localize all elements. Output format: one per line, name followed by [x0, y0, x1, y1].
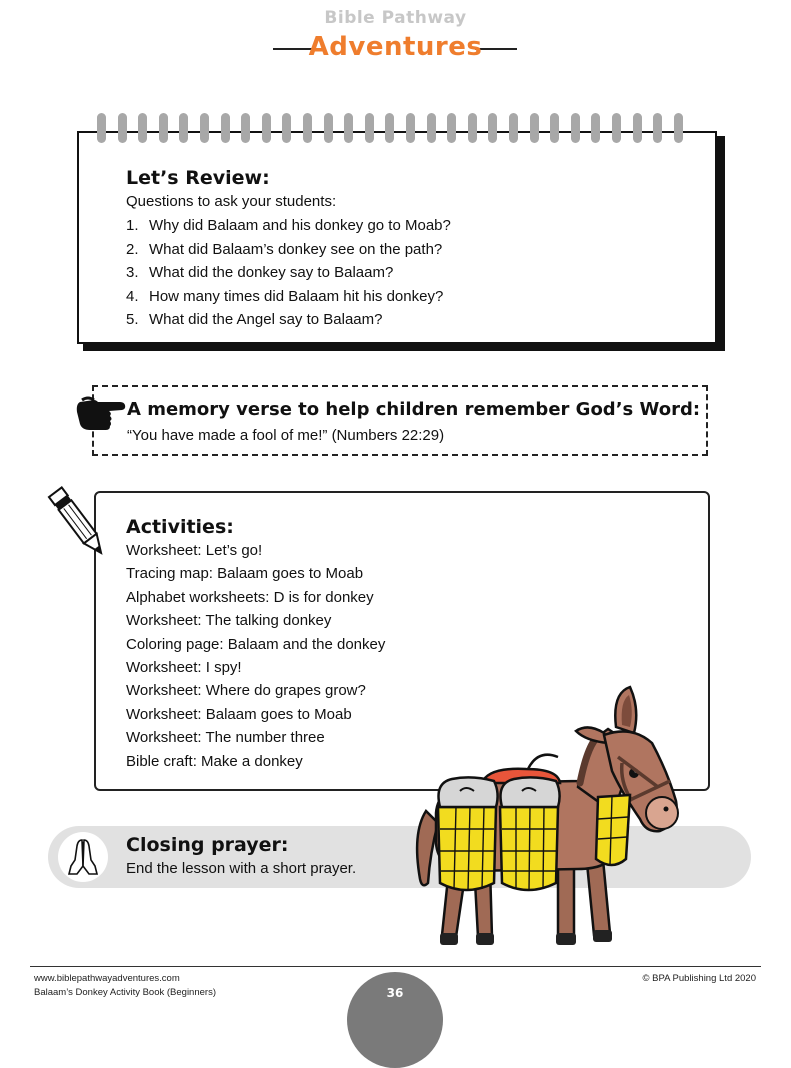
spiral-ring: [674, 113, 683, 143]
spiral-ring: [138, 113, 147, 143]
activity-item: Worksheet: I spy!: [126, 659, 242, 676]
spiral-ring: [633, 113, 642, 143]
footer-website: www.biblepathwayadventures.com: [34, 973, 180, 984]
review-question-text: How many times did Balaam hit his donkey?: [149, 287, 444, 305]
activity-item: Bible craft: Make a donkey: [126, 752, 303, 770]
spiral-ring: [591, 113, 600, 143]
spiral-ring: [468, 113, 477, 143]
footer-rule: [30, 966, 761, 967]
review-question-number: 1.: [126, 217, 139, 234]
spiral-ring: [550, 113, 559, 143]
spiral-ring: [365, 113, 374, 143]
spiral-ring: [262, 113, 271, 143]
spiral-ring: [282, 113, 291, 143]
review-question-number: 5.: [126, 311, 139, 328]
spiral-ring: [200, 113, 209, 143]
spiral-ring: [427, 113, 436, 143]
footer-book-title: Balaam’s Donkey Activity Book (Beginners): [34, 987, 216, 998]
memory-verse-text: “You have made a fool of me!” (Numbers 22:29): [127, 427, 445, 444]
review-question-number: 3.: [126, 264, 139, 281]
spiral-ring: [97, 113, 106, 143]
review-question-number: 4.: [126, 287, 139, 305]
spiral-ring: [303, 113, 312, 143]
spiral-ring: [385, 113, 394, 143]
review-question-text: What did the Angel say to Balaam?: [149, 311, 383, 328]
activity-item: Worksheet: The talking donkey: [126, 612, 332, 630]
activity-item: Worksheet: Let’s go!: [126, 542, 263, 559]
footer-copyright: © BPA Publishing Ltd 2020: [642, 973, 756, 984]
review-question-text: What did Balaam’s donkey see on the path?: [149, 240, 443, 258]
spiral-ring: [571, 113, 580, 143]
prayer-heading: Closing prayer:: [126, 834, 289, 856]
spiral-ring: [406, 113, 415, 143]
pointing-hand-icon: [74, 390, 126, 432]
activity-item: Tracing map: Balaam goes to Moab: [126, 565, 364, 583]
spiral-ring: [159, 113, 168, 143]
review-question-number: 2.: [126, 240, 139, 258]
spiral-ring: [344, 113, 353, 143]
activity-item: Worksheet: The number three: [126, 729, 325, 747]
notebook-spiral: [97, 113, 707, 143]
spiral-ring: [447, 113, 456, 143]
spiral-ring: [241, 113, 250, 143]
donkey-illustration: [408, 683, 688, 955]
review-question-text: What did the donkey say to Balaam?: [149, 264, 394, 281]
activity-item: Worksheet: Balaam goes to Moab: [126, 705, 352, 723]
spiral-ring: [530, 113, 539, 143]
prayer-text: End the lesson with a short prayer.: [126, 860, 357, 877]
activity-item: Alphabet worksheets: D is for donkey: [126, 588, 374, 606]
spiral-ring: [221, 113, 230, 143]
spiral-ring: [179, 113, 188, 143]
review-heading: Let’s Review:: [126, 167, 270, 189]
activities-heading: Activities:: [126, 516, 234, 538]
logo-top-text: Bible Pathway: [324, 8, 467, 28]
activity-item: Coloring page: Balaam and the donkey: [126, 635, 386, 653]
review-intro: Questions to ask your students:: [126, 193, 337, 210]
page-number: 36: [386, 986, 404, 1000]
memory-heading: A memory verse to help children remember God’s Word:: [127, 399, 701, 420]
spiral-ring: [324, 113, 333, 143]
spiral-ring: [509, 113, 518, 143]
praying-hands-icon: [63, 836, 103, 878]
memory-verse-box: [92, 385, 708, 456]
spiral-ring: [612, 113, 621, 143]
pencil-icon: [42, 480, 116, 564]
activity-item: Worksheet: Where do grapes grow?: [126, 682, 366, 700]
spiral-ring: [488, 113, 497, 143]
logo-main-text: Adventures: [308, 32, 483, 62]
spiral-ring: [653, 113, 662, 143]
spiral-ring: [118, 113, 127, 143]
review-question-text: Why did Balaam and his donkey go to Moab?: [149, 217, 451, 234]
